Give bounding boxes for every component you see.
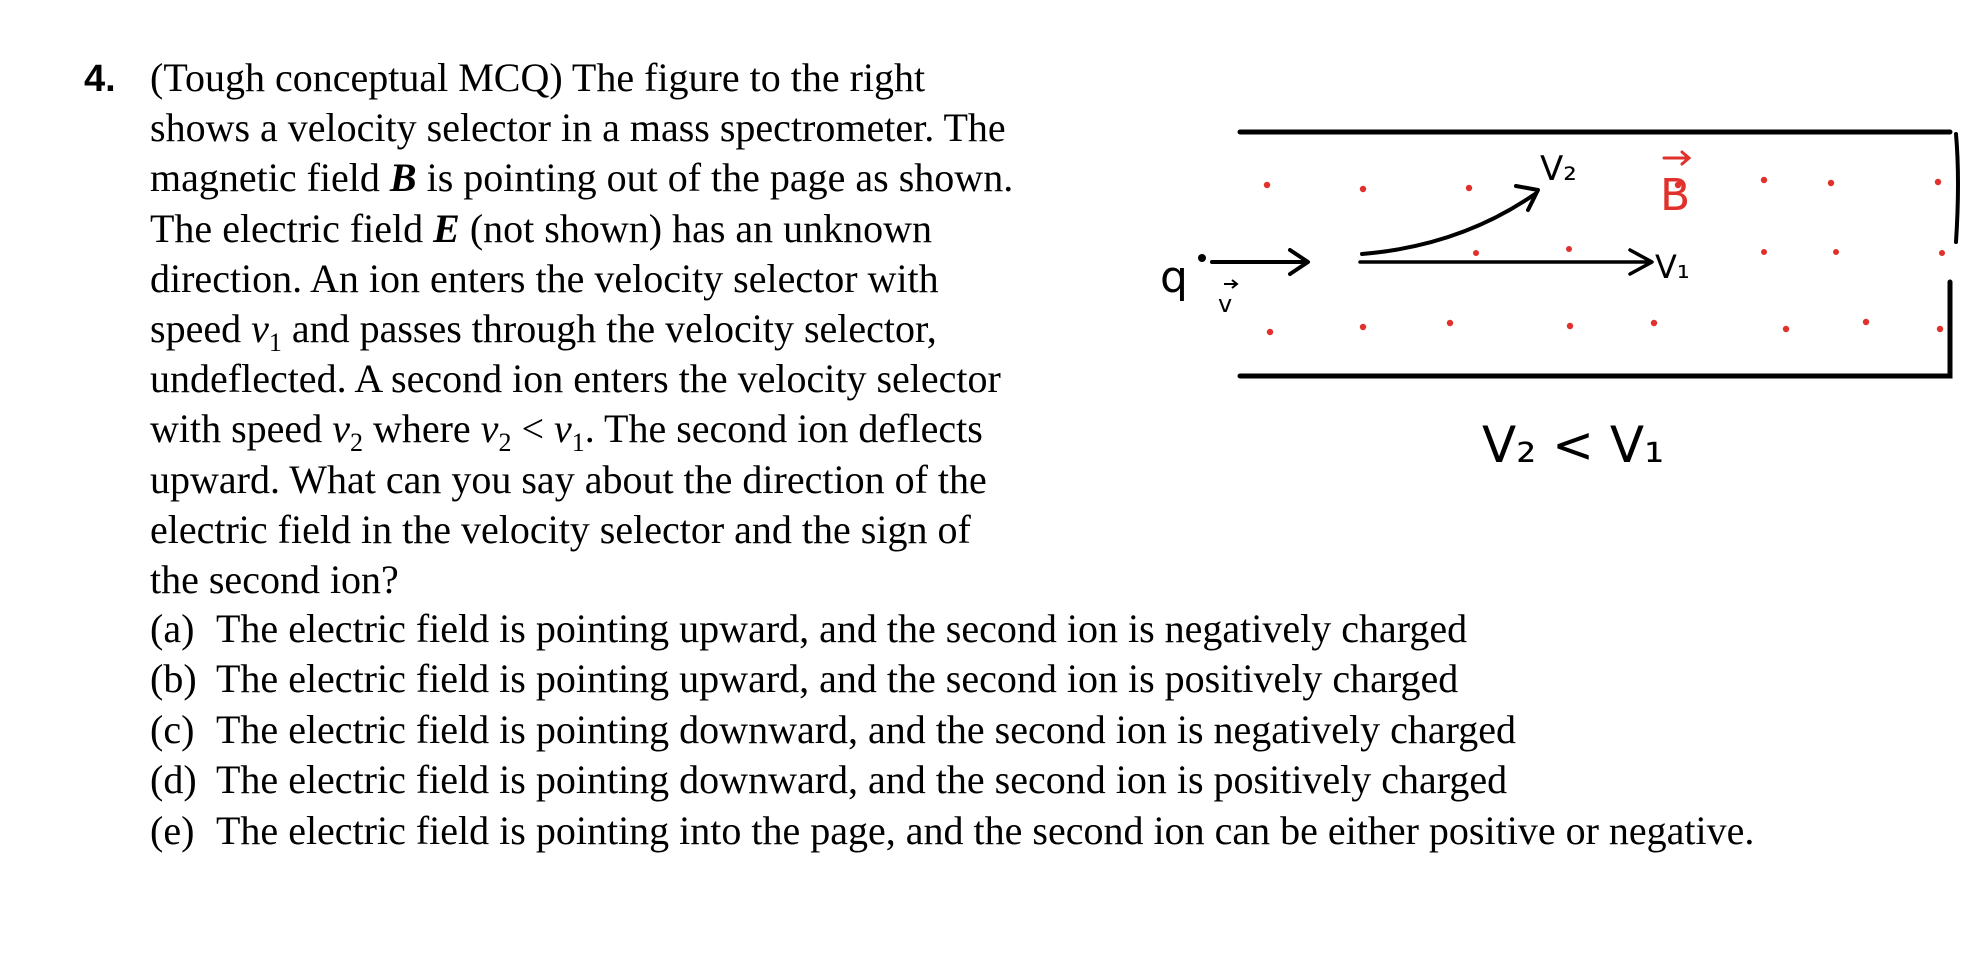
v2-label: V₂ — [1540, 149, 1577, 189]
stem-line: the second ion? — [150, 557, 399, 603]
b-vector-arrow — [1664, 152, 1689, 164]
right-end-wall-top — [1956, 134, 1958, 242]
stem-line: upward. What can you say about the direction of the — [150, 456, 987, 502]
stem-line: speed $v_1$ and passes through the velocity selector, — [150, 306, 937, 358]
bottom-plate — [1240, 282, 1950, 376]
magnetic-field-symbol: B — [389, 155, 417, 201]
answer-options — [150, 604, 1950, 856]
velocity-selector-figure — [1150, 110, 1980, 490]
electric-field-symbol: E — [433, 205, 460, 251]
stem-line: shows a velocity selector in a mass spectrometer. The — [150, 105, 1006, 151]
velocity-label: v — [1218, 290, 1233, 318]
stem-line: The electric field E (not shown) has an unknown — [150, 205, 933, 251]
question-number: 4. — [84, 58, 116, 100]
speed-comparison-caption: V₂ < V₁ — [1482, 416, 1665, 474]
ion-dot — [1198, 254, 1206, 262]
stem-line: magnetic field B is pointing out of the page as shown. — [150, 155, 1014, 201]
stem-line: (Tough conceptual MCQ) The figure to the right — [150, 55, 926, 100]
stem-line: with speed $v_2$ where $v_2 < v_1$. The second ion deflects — [150, 406, 983, 458]
velocity-label-arrow — [1224, 280, 1237, 288]
stem-line: undeflected. A second ion enters the velocity selector — [150, 356, 1001, 402]
straight-path-v1 — [1360, 250, 1652, 274]
deflected-path-v2 — [1362, 194, 1535, 254]
v1-label: V₁ — [1655, 248, 1690, 286]
stem-line: direction. An ion enters the velocity selector with — [150, 255, 939, 301]
incoming-velocity-arrow — [1212, 250, 1308, 274]
option-d[interactable]: (d) The electric field is pointing downward, and the second ion is positively charged — [150, 757, 1508, 803]
b-field-label: B — [1660, 170, 1691, 221]
charge-label: q — [1160, 252, 1188, 303]
option-c[interactable]: (c) The electric field is pointing downward, and the second ion is negatively charged — [150, 706, 1516, 752]
option-a[interactable]: (a) The electric field is pointing upward, and the second ion is negatively charged — [150, 606, 1468, 651]
stem-line: electric field in the velocity selector and the sign of — [150, 506, 971, 552]
magnetic-field-dots — [1264, 177, 1945, 335]
option-e[interactable]: (e) The electric field is pointing into the page, and the second ion can be either positive or negative. — [150, 807, 1755, 853]
question-stem — [150, 53, 1110, 605]
option-b[interactable]: (b) The electric field is pointing upward, and the second ion is positively charged — [150, 656, 1459, 702]
